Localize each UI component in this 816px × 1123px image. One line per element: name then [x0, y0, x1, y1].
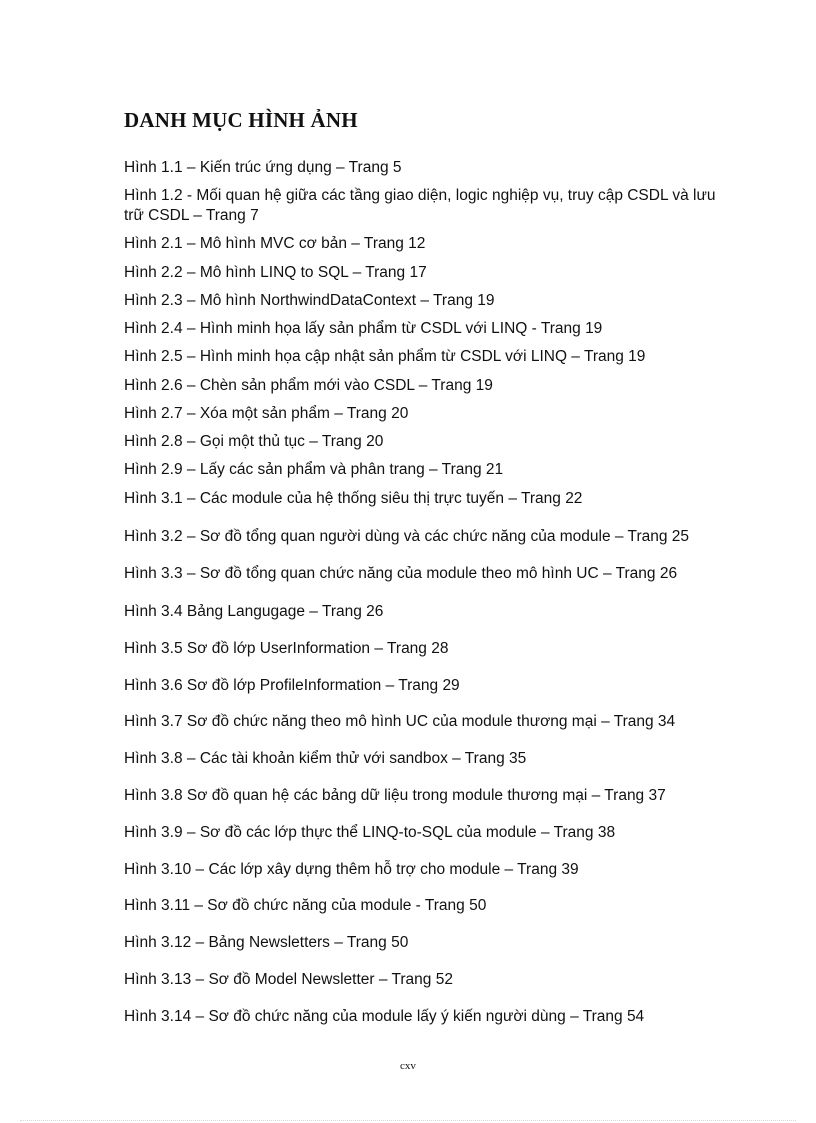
list-item: Hình 1.2 - Mối quan hệ giữa các tầng giao diện, logic nghiệp vụ, truy cập CSDL và lưu trữ CSDL – Trang 7: [124, 187, 716, 224]
list-item: Hình 3.14 – Sơ đồ chức năng của module lấy ý kiến người dùng – Trang 54: [124, 1008, 645, 1025]
list-item: Hình 2.7 – Xóa một sản phẩm – Trang 20: [124, 405, 409, 422]
list-item: Hình 3.7 Sơ đồ chức năng theo mô hình UC của module thương mại – Trang 34: [124, 713, 676, 730]
list-item: Hình 2.3 – Mô hình NorthwindDataContext – Trang 19: [124, 292, 495, 309]
page-bottom-divider: [20, 1120, 796, 1121]
list-item: Hình 2.1 – Mô hình MVC cơ bản – Trang 12: [124, 235, 426, 252]
list-item: Hình 2.8 – Gọi một thủ tục – Trang 20: [124, 433, 384, 450]
list-item: Hình 1.1 – Kiến trúc ứng dụng – Trang 5: [124, 159, 402, 176]
list-item: Hình 3.9 – Sơ đồ các lớp thực thể LINQ-to-SQL của module – Trang 38: [124, 824, 616, 841]
list-item: Hình 3.3 – Sơ đồ tổng quan chức năng của module theo mô hình UC – Trang 26: [124, 565, 678, 582]
list-item: Hình 3.8 – Các tài khoản kiểm thử với sandbox – Trang 35: [124, 750, 527, 767]
list-item: Hình 3.1 – Các module của hệ thống siêu thị trực tuyến – Trang 22: [124, 490, 583, 507]
list-item: Hình 3.5 Sơ đồ lớp UserInformation – Trang 28: [124, 640, 449, 657]
list-item: Hình 3.4 Bảng Langugage – Trang 26: [124, 603, 384, 620]
list-item: Hình 2.6 – Chèn sản phẩm mới vào CSDL – Trang 19: [124, 377, 493, 394]
list-item: Hình 3.10 – Các lớp xây dựng thêm hỗ trợ cho module – Trang 39: [124, 861, 579, 878]
list-item: Hình 2.9 – Lấy các sản phẩm và phân trang – Trang 21: [124, 461, 504, 478]
page-title: DANH MỤC HÌNH ẢNH: [124, 108, 358, 132]
list-item: Hình 2.5 – Hình minh họa cập nhật sản phẩm từ CSDL với LINQ – Trang 19: [124, 348, 646, 365]
list-item: Hình 3.13 – Sơ đồ Model Newsletter – Trang 52: [124, 971, 453, 988]
list-item: Hình 2.4 – Hình minh họa lấy sản phẩm từ CSDL với LINQ - Trang 19: [124, 320, 603, 337]
list-item: Hình 3.12 – Bảng Newsletters – Trang 50: [124, 934, 409, 951]
list-item: Hình 3.2 – Sơ đồ tổng quan người dùng và các chức năng của module – Trang 25: [124, 528, 690, 545]
list-item: Hình 3.6 Sơ đồ lớp ProfileInformation – Trang 29: [124, 677, 460, 694]
list-item: Hình 2.2 – Mô hình LINQ to SQL – Trang 17: [124, 264, 427, 281]
page-number: cxv: [400, 1060, 416, 1072]
list-item: Hình 3.11 – Sơ đồ chức năng của module - Trang 50: [124, 897, 487, 914]
list-item: Hình 3.8 Sơ đồ quan hệ các bảng dữ liệu trong module thương mại – Trang 37: [124, 787, 666, 804]
